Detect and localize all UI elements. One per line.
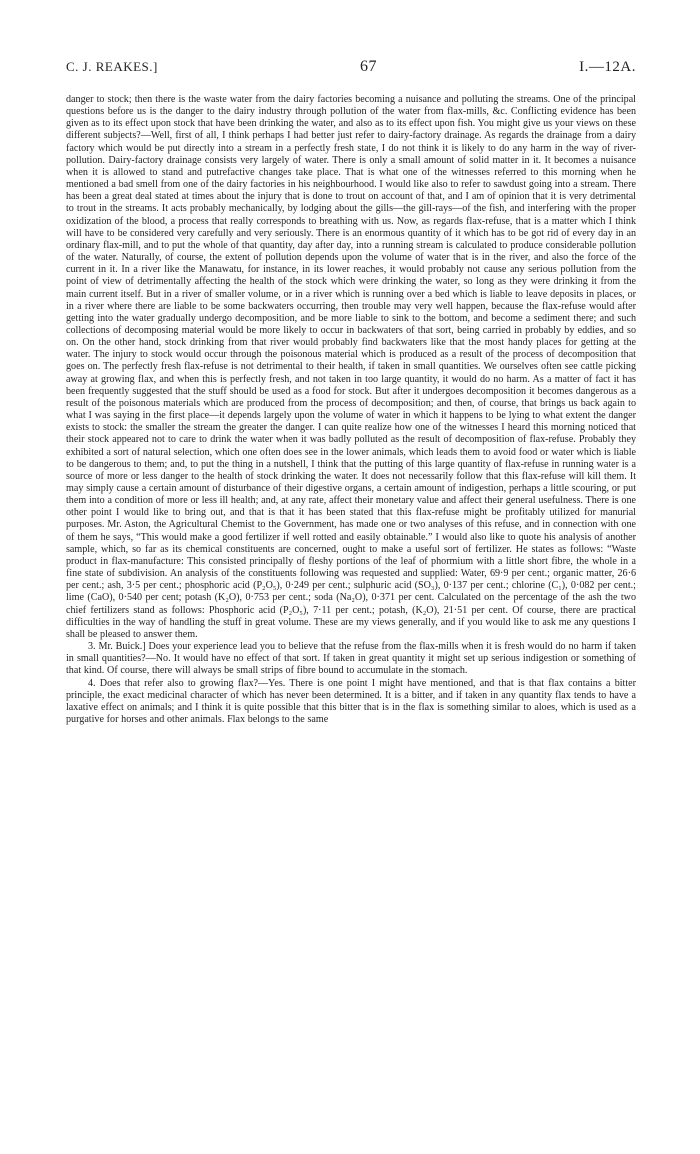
body-text [66,94,636,726]
question-paragraph-4: 4. Does that refer also to growing flax?—Yes. There is one point I might have mentioned, and that is that flax contains a bitter principle, the exact medicinal character of which has never been determined. It is a bitter, and if taken in any quantity flax tends to have a laxative effect on animals; and I think it is quite possible that this bitter that is in the flax is something similar to aloes, which is used as a purgative for horses and other animals. Flax belongs to the same [66,677,636,725]
document-reference: I.—12A. [579,59,636,75]
header-witness-name: C. J. REAKES.] [66,59,158,74]
page-header [66,58,636,76]
answer-paragraph: danger to stock; then there is the waste water from the dairy factories becoming a nuisance and polluting the streams. One of the principal questions before us is the danger to the dairy industry through pollution of the water from flax-mills, &c. Conflicting evidence has been given as to its effect upon stock that have been drinking the water, and also as to its effect upon fish. You might give us your views on these different subjects?—Well, first of all, I think perhaps I had better just refer to dairy-factory drainage. As regards the drainage from a dairy factory which would be put directly into a stream in a perfectly fresh state, I do not think it is likely to do any harm in the way of river-pollution. Dairy-factory drainage consists very largely of water. There is only a small amount of solid matter in it. It becomes a nuisance when it is allowed to stand and putrefactive changes take place. That is what one of the witnesses referred to this morning when he mentioned a bad smell from one of the dairy factories in his neighbourhood. I would like also to refer to sawdust going into a stream. There has been a great deal stated at times about the injury that is done to trout on account of that, and I am of opinion that it is very detrimental to trout in the streams. It acts probably mechanically, by lodging about the gills—the gill-rays—of the fish, and interfering with the proper oxidization of the blood, a process that really corresponds to breathing with us. Now, as regards flax-refuse, that is a matter which I think will have to be considered very carefully and very seriously. There is an enormous quantity of it which has to be got rid of every day in an ordinary flax-mill, and to put the whole of that quantity, day after day, into a running stream is calculated to produce considerable pollution of the water. Naturally, of course, the extent of pollution depends upon the volume of water that is in the river, and also the force of the current in it. In a river like the Manawatu, for instance, in its lower reaches, it would probably not cause any serious pollution from the point of view of detrimentally affecting the health of the stock which were drinking the water, so long as they were drinking it from the main current itself. But in a river of smaller volume, or in a river which is running over a bed which is liable to leave deposits in places, or in a river where there are liable to be some backwaters occurring, then trouble may very well happen, because the flax-refuse would after getting into the water gradually undergo decomposition, and be more liable to sink to the bottom, and become a sediment there; and such collections of decomposing material would be more likely to occur in backwaters of that sort, being carried in probably by eddies, and so on. On the other hand, stock drinking from that river would probably find backwaters like that the most handy places for getting at the water. The injury to stock would occur through the poisonous material which is produced as a result of the process of decomposition that goes on. The perfectly fresh flax-refuse is not detrimental to their health, if taken in small quantities. We ourselves often see cattle picking away at growing flax, and when this is perfectly fresh, and not taken in too large quantity, it would do no harm. As a matter of fact it has been frequently suggested that the stuff should be used as a food for stock. But after it undergoes decomposition it becomes dangerous as a result of the poisonous materials which are produced from the process of decomposition; and then, of course, that brings us back again to what I was saying in the first place—it depends largely upon the volume of water in which it happens to be lying to what extent the danger exists to stock: the smaller the stream the greater the danger. I can quite realize how one of the witnesses I heard this morning noticed that their stock appeared not to care to drink the water when it was badly polluted as the result of decomposition of flax-refuse. Probably they exhibited a sort of natural selection, which one often does see in the lower animals, which leads them to avoid food or water which is liable to be dangerous to them; and, to put the thing in a nutshell, I think that the putting of this large quantity of flax-refuse in running water is a source of more or less danger to the health of stock drinking the water. It does not necessarily follow that this flax-refuse will kill them. It may simply cause a certain amount of disturbance of their digestive organs, a certain amount of indigestion, perhaps a little scouring, or put them into a condition of more or less ill health; and, at any rate, affect their monetary value and affect their general usefulness. There is one other point I would like to bring out, and that is that it has been stated that this flax-refuse might be profitably utilized for manurial purposes. Mr. Aston, the Agricultural Chemist to the Government, has made one or two analyses of this refuse, and in connection with one of them he says, “This would make a good fertilizer if well rotted and easily obtainable.” I would also like to quote his analysis of another sample, which, so far as its chemical constituents are concerned, ought to make a useful sort of fertilizer. He states as follows: “Waste product in flax-manufacture: This consisted principally of fleshy portions of the leaf of phormium with a little short fibre, the whole in a fine state of subdivision. An analysis of the constituents following was requested and supplied: Water, 69·9 per cent.; organic matter, 26·6 per cent.; ash, 3·5 per cent.; phosphoric acid (P₂O₅), 0·249 per cent.; sulphuric acid (SO₃), 0·137 per cent.; chlorine (C₁), 0·082 per cent.; lime (CaO), 0·540 per cent; potash (K₂O), 0·753 per cent.; soda (Na₂O), 0·371 per cent. Calculated on the percentage of the ash the two chief fertilizers stand as follows: Phosphoric acid (P₂O₅), 7·11 per cent.; potash, (K₂O), 21·51 per cent. Of course, there are practical difficulties in the way of handling the stuff in great volume. These are my views generally, and if you would like to ask me any questions I shall be pleased to answer them. [66,94,636,640]
page-number: 67 [360,58,378,75]
question-paragraph-3: 3. Mr. Buick.] Does your experience lead you to believe that the refuse from the flax-mills when it is fresh would do no harm if taken in small quantities?—No. It would have no effect of that sort. If taken in great quantity it might set up serious indigestion or something of that kind. Of course, there will always be small strips of fibre bound to accumulate in the stomach. [66,641,636,677]
